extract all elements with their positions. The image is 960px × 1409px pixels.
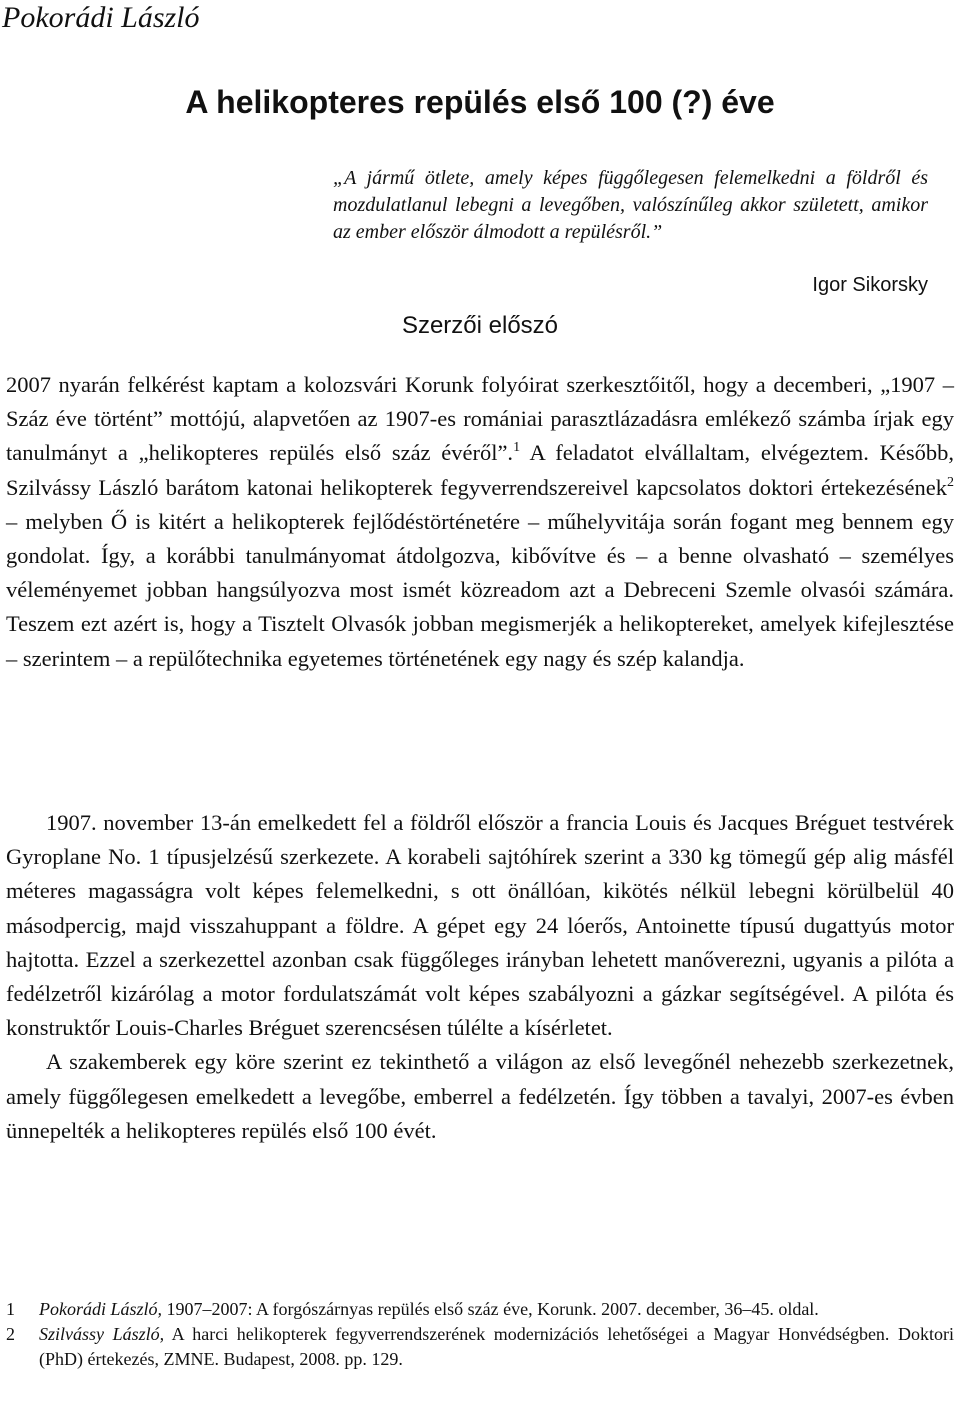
paragraph-1-text-c: – melyben Ő is kitért a helikopterek fejlődéstörténetére – műhelyvitája során fogant meg bennem egy gondolat. Így, a korábbi tanulmányomat átdolgozva, kibővítve és – a benne olvasható – személyes véleményemet jobban hangsúlyozva most ismét közreadom azt a Debreceni Szemle olvasói számára. Teszem ezt azért is, hogy a Tisztelt Olvasók jobban megismerjék a helikoptereket, amelyek kifejlesztése – szerintem – a repülőtechnika egyetemes történetének egy nagy és szép kalandja. <box>6 508 954 671</box>
footnote-ref-2: 2 <box>947 474 954 490</box>
paragraph-1-text-b: A feladatot elvállaltam, elvégeztem. Később, Szilvássy László barátom katonai helikopterek fegyverrendszereivel kapcsolatos doktori értekezésének <box>6 440 954 500</box>
footnote-author: Pokorádi László, <box>39 1299 163 1319</box>
body-section-main <box>6 806 954 1148</box>
paragraph-1 <box>6 368 954 676</box>
paragraph-3: A szakemberek egy köre szerint ez tekinthető a világon az első levegőnél nehezebb szerkezetnek, amely függőlegesen emelkedett a levegőbe, emberrel a fedélzetén. Így többen a tavalyi, 2007-es évben ünnepelték a helikopteres repülés első 100 évét. <box>6 1049 954 1143</box>
footnote-item <box>6 1322 954 1372</box>
epigraph-attribution: Igor Sikorsky <box>812 274 928 296</box>
paragraph-2: 1907. november 13-án emelkedett fel a földről először a francia Louis és Jacques Bréguet testvérek Gyroplane No. 1 típusjelzésű szerkezete. A korabeli sajtóhírek szerint a 330 kg tömegű gép alig másfél méteres magasságra volt képes felemelkedni, s ott önállóan, kikötés nélkül lebegni körülbelül 40 másodpercig, majd visszahuppant a földre. A gépet egy 24 lóerős, Antoinette típusú dugattyús motor hajtotta. Ezzel a szerkezettel azonban csak függőleges irányban lehetett manőverezni, ugyanis a pilóta a fedélzetről kizárólag a motor fordulatszámát volt képes szabályozni a gázkar segítségével. A pilóta és konstruktőr Louis-Charles Bréguet szerencsésen túlélte a kísérletet. <box>6 810 954 1041</box>
article-author: Pokorádi László <box>2 1 200 34</box>
body-section-intro <box>6 368 954 676</box>
paragraph-1-text-a: 2007 nyarán felkérést kaptam a kolozsvári Korunk folyóirat szerkesztőitől, hogy a decemberi, „1907 – Száz éve történt” mottójú, alapvetően az 1907-es romániai parasztlázadásra emlékező számba írjak egy tanulmányt a „helikopteres repülés első száz évéről”. <box>6 372 954 466</box>
section-heading: Szerzői előszó <box>401 312 559 339</box>
article-title: A helikopteres repülés első 100 (?) éve <box>185 84 775 120</box>
footnote-author: Szilvássy László, <box>39 1324 165 1344</box>
footnote-item <box>6 1297 954 1322</box>
footnotes <box>6 1297 954 1372</box>
footnote-text: 1907–2007: A forgószárnyas repülés első száz éve, Korunk. 2007. december, 36–45. oldal. <box>162 1299 819 1319</box>
footnote-text: A harci helikopterek fegyverrendszerének modernizációs lehetőségei a Magyar Honvédségben. Doktori (PhD) értekezés, ZMNE. Budapest, 2008. pp. 129. <box>39 1324 954 1369</box>
footnote-body <box>39 1297 954 1322</box>
footnote-number: 1 <box>6 1299 15 1319</box>
footnote-body <box>39 1322 954 1372</box>
footnote-ref-1: 1 <box>513 440 521 456</box>
footnote-number: 2 <box>6 1324 15 1344</box>
epigraph-quote: „A jármű ötlete, amely képes függőlegesen felemelkedni a földről és mozdulatlanul lebegni a levegőben, valószínűleg akkor született, amikor az ember először álmodott a repülésről.” <box>333 167 928 243</box>
